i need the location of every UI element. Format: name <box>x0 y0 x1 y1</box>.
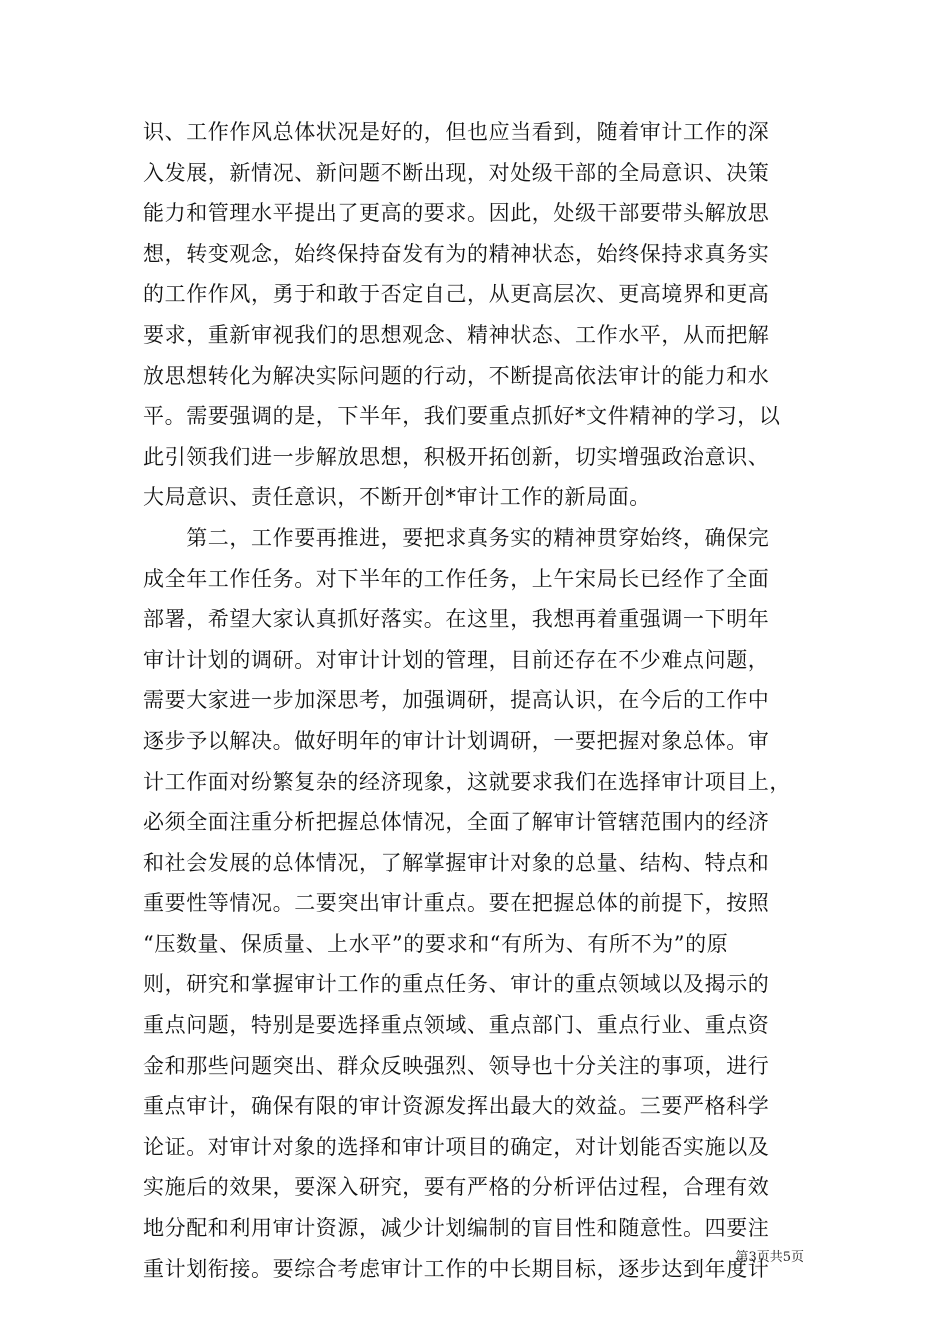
text-line: 平。需要强调的是，下半年，我们要重点抓好*文件精神的学习，以 <box>143 404 781 429</box>
text-line: 部署，希望大家认真抓好落实。在这里，我想再着重强调一下明年 <box>143 607 770 632</box>
text-line: 审计计划的调研。对审计计划的管理，目前还存在不少难点问题， <box>143 647 770 672</box>
text-line: 重点问题，特别是要选择重点领域、重点部门、重点行业、重点资 <box>143 1013 770 1038</box>
text-line: 识、工作作风总体状况是好的，但也应当看到，随着审计工作的深 <box>143 120 770 144</box>
text-line: 想，转变观念，始终保持奋发有为的精神状态，始终保持求真务实 <box>143 241 770 266</box>
text-line: 能力和管理水平提出了更高的要求。因此，处级干部要带头解放思 <box>143 201 770 226</box>
text-line: 逐步予以解决。做好明年的审计计划调研，一要把握对象总体。审 <box>143 728 770 753</box>
text-line: 成全年工作任务。对下半年的工作任务，上午宋局长已经作了全面 <box>143 566 770 591</box>
text-line: 重点审计，确保有限的审计资源发挥出最大的效益。三要严格科学 <box>143 1094 770 1119</box>
text-line: 入发展，新情况、新问题不断出现，对处级干部的全局意识、决策 <box>143 160 770 185</box>
text-line: 则，研究和掌握审计工作的重点任务、审计的重点领域以及揭示的 <box>143 972 770 997</box>
text-line: 和社会发展的总体情况，了解掌握审计对象的总量、结构、特点和 <box>143 850 770 875</box>
text-line: 要求，重新审视我们的思想观念、精神状态、工作水平，从而把解 <box>143 322 770 347</box>
text-line: 大局意识、责任意识，不断开创*审计工作的新局面。 <box>143 485 651 510</box>
text-line: 金和那些问题突出、群众反映强烈、领导也十分关注的事项，进行 <box>143 1053 770 1078</box>
text-line: 重计划衔接。要综合考虑审计工作的中长期目标，逐步达到年度计 <box>143 1256 770 1281</box>
text-line: 放思想转化为解决实际问题的行动，不断提高依法审计的能力和水 <box>143 363 770 388</box>
document-body <box>143 112 823 1289</box>
text-line: 论证。对审计对象的选择和审计项目的确定，对计划能否实施以及 <box>143 1134 770 1159</box>
text-line: 实施后的效果，要深入研究，要有严格的分析评估过程，合理有效 <box>143 1175 770 1200</box>
text-line: 地分配和利用审计资源，减少计划编制的盲目性和随意性。四要注 <box>143 1216 770 1241</box>
text-line: 需要大家进一步加深思考，加强调研，提高认识，在今后的工作中 <box>143 688 770 713</box>
text-line: 第二，工作要再推进，要把求真务实的精神贯穿始终，确保完 <box>143 525 770 550</box>
text-line: 计工作面对纷繁复杂的经济现象，这就要求我们在选择审计项目上， <box>143 769 791 794</box>
text-line: 重要性等情况。二要突出审计重点。要在把握总体的前提下，按照 <box>143 891 770 916</box>
text-line: 此引领我们进一步解放思想，积极开拓创新，切实增强政治意识、 <box>143 444 770 469</box>
text-line: 的工作作风，勇于和敢于否定自己，从更高层次、更高境界和更高 <box>143 282 770 307</box>
text-line: “压数量、保质量、上水平”的要求和“有所为、有所不为”的原 <box>143 931 729 956</box>
text-line: 必须全面注重分析把握总体情况，全面了解审计管辖范围内的经济 <box>143 810 770 835</box>
page-number: 第3页共5页 <box>735 1250 804 1265</box>
